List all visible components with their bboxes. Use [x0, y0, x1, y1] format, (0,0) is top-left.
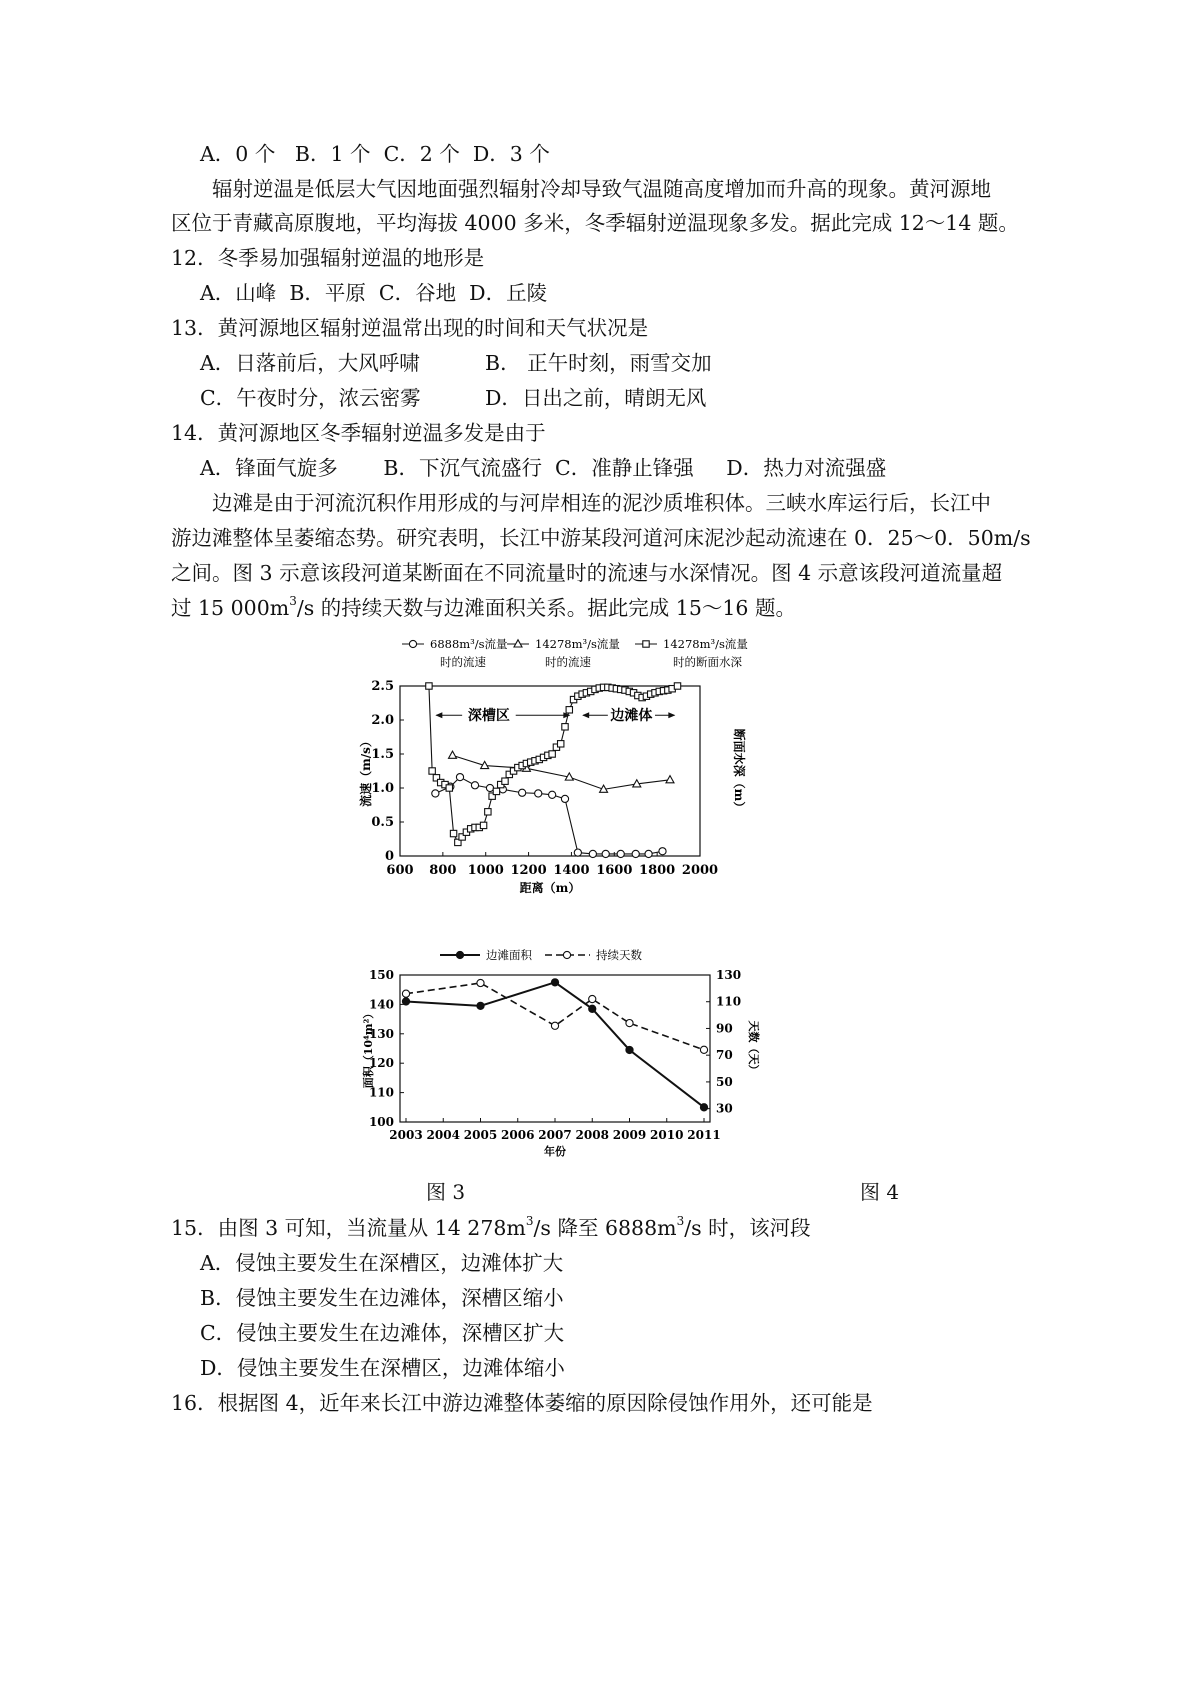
fig3-legend-label-2: 时的流速	[545, 655, 591, 669]
passage2-line2: 游边滩整体呈萎缩态势。研究表明，长江中游某段河道河床泥沙起动流速在 0．25～0．50m/s	[171, 526, 1031, 550]
fig3-y-tick-label: 2.5	[371, 679, 394, 694]
fig3-region-label-deep: 深槽区	[467, 708, 510, 725]
fig3-data-point	[666, 776, 674, 783]
fig4-x-tick-label: 2003	[389, 1128, 423, 1142]
fig3-data-point	[558, 741, 564, 747]
fig4-x-tick-label: 2005	[463, 1128, 498, 1142]
q13-option-b: B． 正午时刻，雨雪交加	[485, 351, 712, 375]
fig4-area-point	[626, 1046, 633, 1053]
fig3-data-point	[589, 850, 596, 857]
fig3-data-point	[549, 791, 556, 798]
fig4-legend	[440, 948, 642, 962]
q15-option-b: B．侵蚀主要发生在边滩体，深槽区缩小	[200, 1286, 564, 1310]
fig3-x-tick-label: 800	[429, 863, 457, 878]
passage2-line1: 边滩是由于河流沉积作用形成的与河岸相连的泥沙质堆积体。三峡水库运行后，长江中	[212, 491, 991, 515]
fig3-legend-label: 14278m³/s流量	[663, 637, 748, 651]
fig3-data-point	[486, 784, 493, 791]
figure-4-chart	[350, 935, 800, 1165]
fig3-legend-marker	[643, 641, 649, 647]
fig4-area-line	[406, 982, 704, 1107]
fig3-x-tick-label: 1000	[467, 863, 504, 878]
fig4-x-tick-label: 2004	[426, 1128, 460, 1142]
fig3-data-point	[446, 785, 452, 791]
q14-options: A．锋面气旋多 B．下沉气流盛行 C．准静止锋强 D．热力对流强盛	[200, 456, 887, 480]
fig4-y-tick-label: 140	[368, 997, 394, 1012]
fig3-data-point	[674, 683, 680, 689]
fig4-y2-tick-label: 110	[716, 994, 742, 1009]
fig3-legend-marker	[409, 640, 416, 647]
figure-3-caption: 图 3	[426, 1180, 466, 1204]
fig3-data-point	[493, 788, 499, 794]
fig3-x-tick-label: 2000	[681, 863, 719, 878]
fig4-y-tick-label: 130	[368, 1026, 394, 1041]
fig4-days-point	[477, 979, 484, 986]
fig4-y2-tick-label: 70	[716, 1048, 733, 1063]
fig4-y-tick-label: 150	[368, 968, 394, 982]
q15-option-c: C．侵蚀主要发生在边滩体，深槽区扩大	[200, 1321, 565, 1345]
q12-options: A．山峰 B．平原 C．谷地 D．丘陵	[200, 281, 548, 305]
fig3-data-point	[535, 790, 542, 797]
fig3-legend	[402, 637, 748, 669]
fig3-data-point	[645, 850, 652, 857]
fig4-days-point	[551, 1022, 558, 1029]
fig3-x-tick-label: 1800	[639, 863, 676, 878]
fig4-area-point	[402, 998, 409, 1005]
fig4-x-axis-label: 年份	[544, 1145, 566, 1158]
fig3-arrowhead	[435, 712, 442, 718]
fig3-data-point	[429, 768, 435, 774]
q11-options: A．0 个 B．1 个 C．2 个 D．3 个	[200, 142, 550, 166]
fig4-days-point	[589, 995, 596, 1002]
figure-4-caption: 图 4	[860, 1180, 900, 1204]
passage1-line2: 区位于青藏高原腹地，平均海拔 4000 多米，冬季辐射逆温现象多发。据此完成 12～14 题。	[171, 211, 1019, 235]
q12-stem: 12．冬季易加强辐射逆温的地形是	[171, 246, 485, 270]
fig3-data-point	[485, 809, 491, 815]
fig3-legend-label: 14278m³/s流量	[535, 637, 620, 651]
q15-stem: 15．由图 3 可知，当流量从 14 $278m^3/s$ 降至 $6888m^3/s$ 时，该河段	[171, 1214, 811, 1240]
fig3-data-point	[432, 790, 439, 797]
fig3-y-tick-label: 0	[384, 849, 394, 864]
q13-option-d: D．日出之前，晴朗无风	[485, 386, 707, 410]
fig3-region-label-bar: 边滩体	[610, 708, 653, 725]
fig3-data-point	[519, 789, 526, 796]
fig4-y2-tick-label: 50	[716, 1074, 733, 1089]
q13-option-c: C．午夜时分，浓云密雾	[200, 386, 421, 410]
fig4-area-point	[589, 1005, 596, 1012]
fig3-series-line-1	[435, 777, 662, 854]
fig4-x-tick-label: 2007	[538, 1128, 572, 1142]
q15-option-d: D．侵蚀主要发生在深槽区，边滩体缩小	[200, 1356, 565, 1380]
fig3-data-point	[659, 848, 666, 855]
fig3-data-point	[574, 849, 581, 856]
fig3-data-point	[602, 850, 609, 857]
fig4-y2-tick-label: 90	[716, 1021, 733, 1036]
fig3-data-point	[549, 751, 555, 757]
fig4-days-point	[700, 1046, 707, 1053]
fig4-legend-label-area: 边滩面积	[486, 948, 532, 962]
fig4-y-tick-label: 120	[368, 1056, 394, 1071]
fig3-y2-axis-label: 断面水深（m）	[732, 728, 746, 814]
fig4-y2-tick-label: 130	[716, 968, 742, 982]
fig3-data-point	[561, 795, 568, 802]
fig3-x-tick-label: 600	[386, 863, 414, 878]
fig4-x-tick-label: 2008	[575, 1128, 609, 1142]
q14-stem: 14．黄河源地区冬季辐射逆温多发是由于	[171, 421, 546, 445]
fig3-x-tick-label: 1200	[510, 863, 547, 878]
fig4-days-point	[402, 990, 409, 997]
fig3-y-tick-label: 1.0	[371, 781, 394, 796]
fig3-data-point	[617, 850, 624, 857]
fig3-y-tick-label: 1.5	[371, 747, 394, 762]
fig4-y2-axis-label: 天数（天）	[747, 1020, 760, 1076]
q16-stem: 16．根据图 4，近年来长江中游边滩整体萎缩的原因除侵蚀作用外，还可能是	[171, 1391, 873, 1415]
figure-3-chart	[350, 630, 800, 910]
fig3-legend-label: 6888m³/s流量	[430, 637, 508, 651]
fig3-data-point	[502, 778, 508, 784]
fig4-y2-tick-label: 30	[716, 1101, 733, 1116]
fig4-legend-marker-days	[563, 951, 570, 958]
fig3-y-tick-label: 2.0	[371, 713, 394, 728]
fig3-data-point	[566, 707, 572, 713]
passage1-line1: 辐射逆温是低层大气因地面强烈辐射冷却导致气温随高度增加而升高的现象。黄河源地	[212, 177, 991, 201]
fig3-legend-marker	[514, 640, 522, 647]
fig4-x-tick-label: 2011	[687, 1128, 721, 1142]
fig3-data-point	[480, 822, 486, 828]
fig3-y-tick-label: 0.5	[371, 815, 394, 830]
fig4-area-point	[551, 979, 558, 986]
fig4-days-point	[626, 1020, 633, 1027]
fig4-legend-marker-area	[456, 951, 463, 958]
fig4-x-tick-label: 2006	[501, 1128, 535, 1142]
fig3-data-point	[471, 782, 478, 789]
fig4-area-point	[477, 1002, 484, 1009]
fig3-arrowhead	[582, 712, 589, 718]
fig4-plot-frame	[400, 975, 710, 1122]
fig3-plot-frame	[400, 686, 700, 856]
fig3-data-point	[426, 683, 432, 689]
fig4-y-tick-label: 100	[368, 1115, 394, 1129]
fig3-x-tick-label: 1600	[596, 863, 633, 878]
fig3-data-point	[450, 830, 456, 836]
fig3-y-axis-label: 流速（m/s）	[359, 735, 373, 807]
fig3-data-point	[456, 774, 463, 781]
fig3-legend-label-2: 时的流速	[440, 655, 486, 669]
passage2-line3: 之间。图 3 示意该段河道某断面在不同流量时的流速与水深情况。图 4 示意该段河道流量超	[171, 561, 1003, 585]
fig3-arrowhead	[668, 712, 675, 718]
passage2-line4: 过 15 $000m^3/s$ 的持续天数与边滩面积关系。据此完成 15～16 题。	[171, 594, 796, 620]
fig4-days-line	[406, 983, 704, 1050]
fig3-x-tick-label: 1400	[553, 863, 590, 878]
fig4-x-tick-label: 2010	[650, 1128, 684, 1142]
fig3-data-point	[632, 850, 639, 857]
fig3-data-point	[449, 751, 457, 758]
fig4-legend-label-days: 持续天数	[596, 948, 642, 962]
fig3-data-point	[562, 724, 568, 730]
fig4-area-point	[700, 1104, 707, 1111]
q13-stem: 13．黄河源地区辐射逆温常出现的时间和天气状况是	[171, 316, 649, 340]
fig4-y-axis-label: 面积（10⁴m²）	[362, 1007, 375, 1089]
fig3-legend-label-2: 时的断面水深	[673, 655, 742, 669]
fig3-x-axis-label: 距离（m）	[519, 881, 581, 895]
fig4-y-tick-label: 110	[368, 1085, 394, 1100]
q13-option-a: A．日落前后，大风呼啸	[200, 351, 420, 375]
q15-option-a: A．侵蚀主要发生在深槽区，边滩体扩大	[200, 1251, 564, 1275]
fig4-x-tick-label: 2009	[612, 1128, 647, 1142]
